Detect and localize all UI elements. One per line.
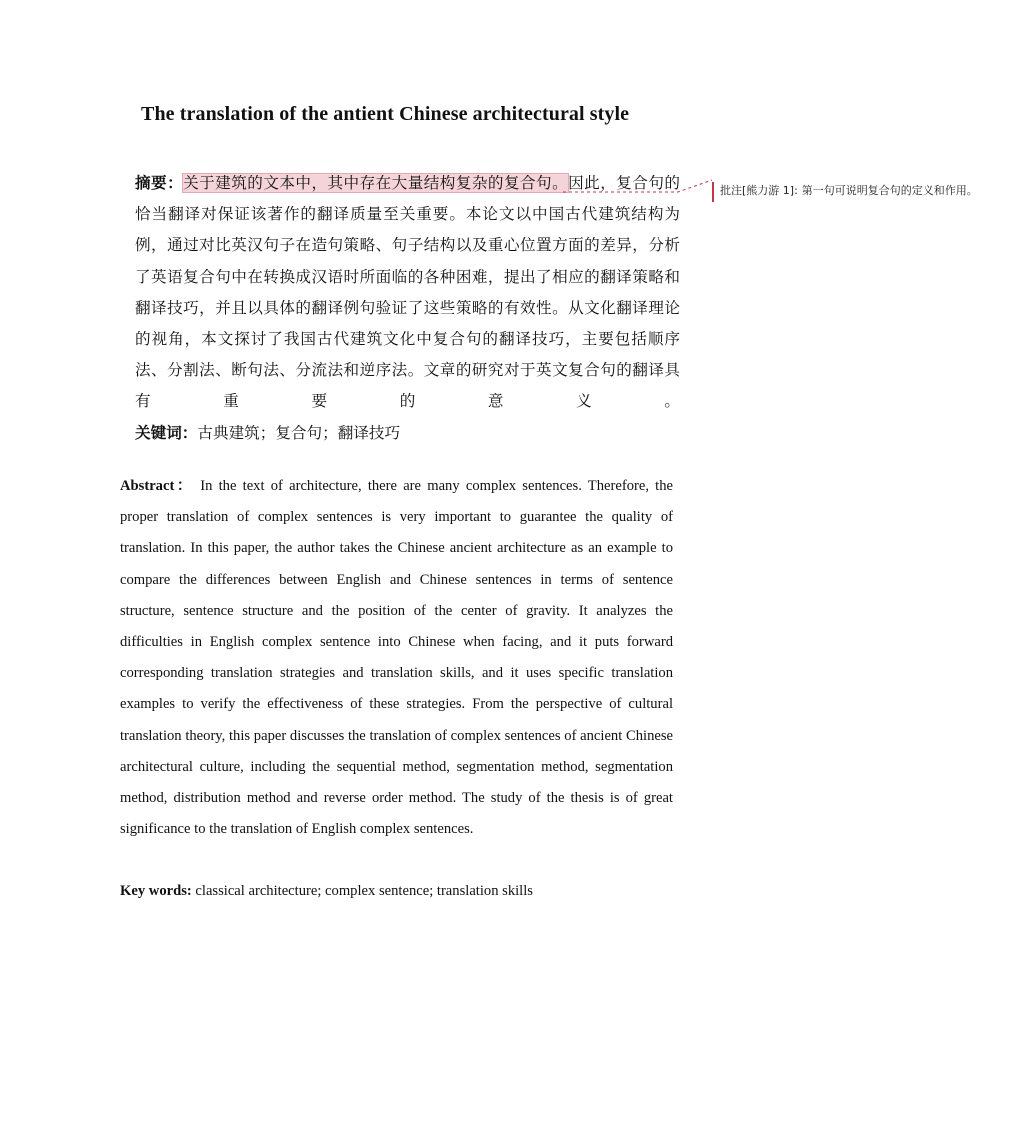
english-abstract-text: In the text of architecture, there are many complex sentences. Therefore, the proper translation of complex sentences is very important to guarantee the quality of translation. In this paper, the author takes the Chinese ancient architecture as an example to compare the differences between English and Chinese sentences in terms of sentence structure, sentence structure and the position of the center of gravity. It analyzes the difficulties in English complex sentence into Chinese when facing, and it puts forward corresponding translation strategies and translation skills, and it uses specific translation examples to verify the effectiveness of these strategies. From the perspective of cultural translation theory, this paper discusses the translation of complex sentences of ancient Chinese architectural culture, including the sequential method, segmentation method, segmentation method, distribution method and reverse order method. The study of the thesis is of great significance to the translation of English complex sentences.	[120, 478, 674, 838]
english-keywords-text: classical architecture; complex sentence; translation skills	[195, 883, 533, 899]
chinese-abstract	[135, 168, 680, 418]
comment-author: 批注[熊力游 1]:	[720, 184, 798, 197]
chinese-keywords	[135, 418, 400, 449]
commented-text-highlight[interactable]: 关于建筑的文本中，其中存在大量结构复杂的复合句。	[183, 174, 569, 192]
chinese-abstract-body: 恰当翻译对保证该著作的翻译质量至关重要。本论文以中国古代建筑结构为例，通过对比英汉句子在造句策略、句子结构以及重心位置方面的差异，分析了英语复合句中在转换成汉语时所面临的各种困难，提出了相应的翻译策略和翻译技巧，并且以具体的翻译例句验证了这些策略的有效性。从文化翻译理论的视角，本文探讨了我国古代建筑文化中复合句的翻译技巧，主要包括顺序法、分割法、断句法、分流法和逆序法。文章的研究对于英文复合句的翻译具有重要的意义。	[135, 205, 680, 411]
chinese-abstract-line1-rest: 因此，复合句的	[568, 174, 680, 192]
chinese-abstract-label: 摘要：	[135, 174, 184, 192]
english-abstract	[120, 471, 673, 845]
english-keywords-label: Key words:	[120, 883, 192, 899]
chinese-keywords-label: 关键词：	[135, 424, 198, 442]
comment-text: 第一句可说明复合句的定义和作用。	[801, 184, 978, 197]
english-keywords	[120, 876, 533, 907]
english-abstract-label: Abstract：	[120, 478, 195, 494]
chinese-keywords-text: 古典建筑；复合句；翻译技巧	[197, 424, 401, 442]
comment-balloon[interactable]	[712, 182, 978, 202]
document-title: The translation of the antient Chinese architectural style	[141, 103, 630, 125]
